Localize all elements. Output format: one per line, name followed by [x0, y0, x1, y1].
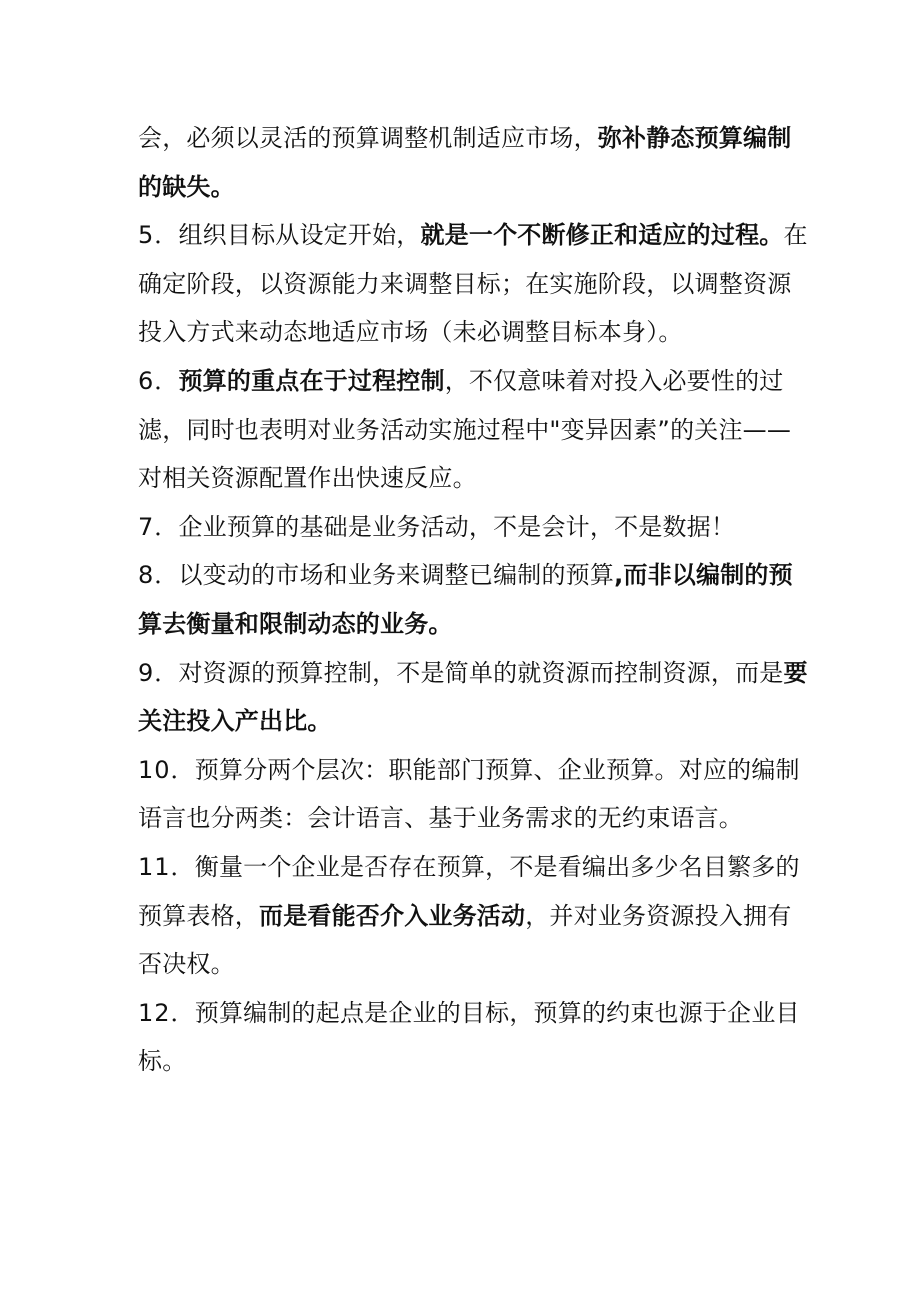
paragraph-text: ．衡量一个企业是否存在预算，不是看编出多少名目繁多的预算表格， [138, 852, 800, 930]
item-number: 7 [138, 512, 155, 541]
paragraph-text: ．预算编制的起点是企业的目标，预算的约束也源于企业目标。 [138, 998, 800, 1076]
paragraph-item-5 [138, 211, 808, 357]
paragraph-text: ．对资源的预算控制，不是简单的就资源而控制资源，而是 [154, 658, 784, 687]
paragraph-text: 在确定阶段，以资源能力来调整目标；在实施阶段，以调整资源投入方式来动态地适应市场（未必调整目标本身）。 [138, 221, 808, 347]
paragraph-item-10 [138, 746, 808, 843]
paragraph-bold-text: 预算的重点在于过程控制 [178, 366, 445, 395]
paragraph-item-12 [138, 989, 808, 1086]
paragraph-bold-text: ,而非以编制的预算去衡量和限制动态的业务。 [138, 561, 793, 638]
paragraph-text: ．预算分两个层次：职能部门预算、企业预算。对应的编制语言也分两类：会计语言、基于业务需求的无约束语言。 [138, 755, 800, 833]
item-number: 12 [138, 998, 171, 1027]
paragraph-text: ，不仅意味着对投入必要性的过滤，同时也表明对业务活动实施过程中"变异因素”的关注——对相关资源配置作出快速反应。 [138, 366, 792, 493]
item-number: 10 [138, 755, 171, 784]
paragraph-text: ，并对业务资源投入拥有否决权。 [138, 901, 792, 979]
paragraph-text: 会，必须以灵活的预算调整机制适应市场， [138, 124, 598, 152]
paragraph-bold-text: 要关注投入产出比。 [138, 658, 808, 736]
paragraph-item-6 [138, 357, 808, 503]
paragraph-continuation [138, 114, 808, 211]
paragraph-text: ．企业预算的基础是业务活动，不是会计，不是数据！ [154, 512, 736, 541]
item-number: 8 [138, 561, 155, 590]
item-number: 11 [138, 852, 171, 881]
paragraph-bold-text: 弥补静态预算编制的缺失。 [138, 124, 792, 201]
item-number: 5 [138, 221, 155, 250]
paragraph-text: ．以变动的市场和业务来调整已编制的预算 [154, 561, 615, 590]
paragraph-item-8 [138, 551, 808, 648]
paragraph-item-11 [138, 843, 808, 989]
paragraph-text: ．组织目标从设定开始， [154, 221, 421, 250]
paragraph-bold-text: 而是看能否介入业务活动 [259, 901, 526, 930]
document-body [138, 114, 808, 1086]
item-number: 9 [138, 658, 155, 687]
paragraph-item-7 [138, 503, 808, 552]
paragraph-item-9 [138, 649, 808, 746]
paragraph-bold-text: 就是一个不断修正和适应的过程。 [420, 221, 784, 250]
paragraph-text: ． [154, 366, 179, 395]
item-number: 6 [138, 366, 155, 395]
